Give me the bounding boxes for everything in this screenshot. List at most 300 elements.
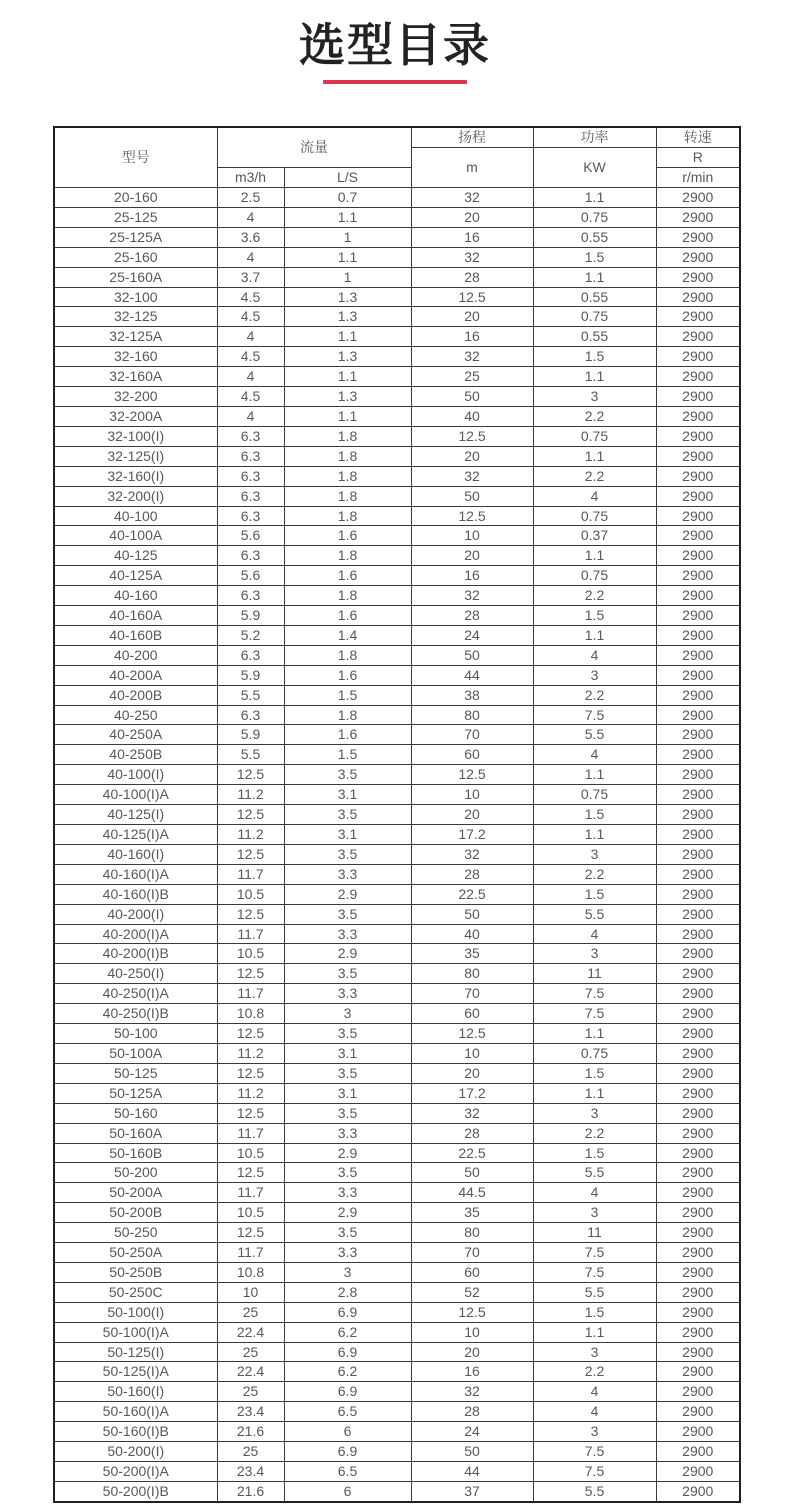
cell-flow-m3h: 5.9 bbox=[217, 725, 284, 745]
cell-model: 50-200A bbox=[54, 1183, 217, 1203]
cell-model: 32-125 bbox=[54, 307, 217, 327]
cell-power-kw: 1.1 bbox=[533, 1024, 656, 1044]
cell-speed-rpm: 2900 bbox=[656, 805, 740, 825]
cell-head-m: 38 bbox=[411, 685, 533, 705]
header-row-1 bbox=[54, 127, 740, 148]
cell-flow-ls: 6.5 bbox=[284, 1462, 411, 1482]
cell-model: 40-160(I)B bbox=[54, 884, 217, 904]
cell-power-kw: 3 bbox=[533, 844, 656, 864]
cell-flow-ls: 3 bbox=[284, 1262, 411, 1282]
cell-head-m: 20 bbox=[411, 1063, 533, 1083]
cell-speed-rpm: 2900 bbox=[656, 227, 740, 247]
cell-model: 50-125(I)A bbox=[54, 1362, 217, 1382]
cell-power-kw: 4 bbox=[533, 645, 656, 665]
cell-flow-ls: 1.6 bbox=[284, 566, 411, 586]
table-row bbox=[54, 844, 740, 864]
header-head: 扬程 bbox=[411, 127, 533, 148]
cell-power-kw: 2.2 bbox=[533, 406, 656, 426]
cell-power-kw: 1.1 bbox=[533, 546, 656, 566]
cell-flow-m3h: 10 bbox=[217, 1282, 284, 1302]
cell-head-m: 10 bbox=[411, 1322, 533, 1342]
cell-flow-m3h: 4.5 bbox=[217, 287, 284, 307]
cell-model: 50-250A bbox=[54, 1243, 217, 1263]
cell-head-m: 20 bbox=[411, 805, 533, 825]
cell-head-m: 16 bbox=[411, 227, 533, 247]
cell-model: 40-200B bbox=[54, 685, 217, 705]
cell-power-kw: 0.75 bbox=[533, 566, 656, 586]
cell-flow-ls: 1.8 bbox=[284, 705, 411, 725]
cell-flow-ls: 1.3 bbox=[284, 387, 411, 407]
table-row bbox=[54, 446, 740, 466]
cell-head-m: 24 bbox=[411, 625, 533, 645]
cell-flow-m3h: 23.4 bbox=[217, 1462, 284, 1482]
cell-power-kw: 4 bbox=[533, 924, 656, 944]
table-row bbox=[54, 884, 740, 904]
cell-speed-rpm: 2900 bbox=[656, 665, 740, 685]
table-row bbox=[54, 1382, 740, 1402]
cell-speed-rpm: 2900 bbox=[656, 1123, 740, 1143]
cell-model: 40-100(I) bbox=[54, 765, 217, 785]
cell-head-m: 40 bbox=[411, 924, 533, 944]
cell-head-m: 20 bbox=[411, 207, 533, 227]
cell-flow-ls: 2.9 bbox=[284, 884, 411, 904]
cell-flow-m3h: 12.5 bbox=[217, 805, 284, 825]
cell-speed-rpm: 2900 bbox=[656, 1302, 740, 1322]
cell-flow-ls: 3 bbox=[284, 1004, 411, 1024]
cell-power-kw: 1.5 bbox=[533, 884, 656, 904]
cell-power-kw: 7.5 bbox=[533, 1262, 656, 1282]
cell-flow-ls: 1.8 bbox=[284, 506, 411, 526]
cell-head-m: 50 bbox=[411, 1442, 533, 1462]
cell-power-kw: 0.75 bbox=[533, 207, 656, 227]
cell-flow-ls: 3.5 bbox=[284, 844, 411, 864]
cell-flow-ls: 1.4 bbox=[284, 625, 411, 645]
cell-speed-rpm: 2900 bbox=[656, 825, 740, 845]
cell-model: 40-200 bbox=[54, 645, 217, 665]
cell-power-kw: 1.1 bbox=[533, 1083, 656, 1103]
cell-flow-m3h: 6.3 bbox=[217, 426, 284, 446]
table-row bbox=[54, 406, 740, 426]
table-row bbox=[54, 1342, 740, 1362]
table-row bbox=[54, 725, 740, 745]
cell-model: 50-200(I)B bbox=[54, 1481, 217, 1501]
cell-head-m: 20 bbox=[411, 1342, 533, 1362]
table-row bbox=[54, 1203, 740, 1223]
header-flow-unit-ls: L/S bbox=[284, 168, 411, 188]
cell-speed-rpm: 2900 bbox=[656, 1481, 740, 1501]
cell-model: 40-250 bbox=[54, 705, 217, 725]
table-row bbox=[54, 287, 740, 307]
cell-speed-rpm: 2900 bbox=[656, 645, 740, 665]
cell-head-m: 50 bbox=[411, 645, 533, 665]
cell-head-m: 12.5 bbox=[411, 426, 533, 446]
table-row bbox=[54, 864, 740, 884]
cell-speed-rpm: 2900 bbox=[656, 586, 740, 606]
cell-model: 40-250B bbox=[54, 745, 217, 765]
cell-model: 50-200B bbox=[54, 1203, 217, 1223]
table-row bbox=[54, 665, 740, 685]
cell-model: 25-160 bbox=[54, 247, 217, 267]
cell-head-m: 40 bbox=[411, 406, 533, 426]
cell-flow-m3h: 4 bbox=[217, 327, 284, 347]
cell-model: 32-200 bbox=[54, 387, 217, 407]
cell-speed-rpm: 2900 bbox=[656, 1462, 740, 1482]
cell-power-kw: 3 bbox=[533, 1203, 656, 1223]
cell-head-m: 32 bbox=[411, 188, 533, 208]
table-row bbox=[54, 1223, 740, 1243]
cell-power-kw: 1.1 bbox=[533, 765, 656, 785]
cell-head-m: 20 bbox=[411, 446, 533, 466]
cell-flow-ls: 3.5 bbox=[284, 1223, 411, 1243]
cell-flow-ls: 6.2 bbox=[284, 1362, 411, 1382]
cell-flow-ls: 3.5 bbox=[284, 1063, 411, 1083]
cell-power-kw: 2.2 bbox=[533, 586, 656, 606]
cell-flow-ls: 6.5 bbox=[284, 1402, 411, 1422]
cell-power-kw: 1.1 bbox=[533, 825, 656, 845]
cell-flow-m3h: 6.3 bbox=[217, 466, 284, 486]
cell-flow-m3h: 6.3 bbox=[217, 546, 284, 566]
table-row bbox=[54, 207, 740, 227]
cell-speed-rpm: 2900 bbox=[656, 1402, 740, 1422]
table-row bbox=[54, 1302, 740, 1322]
cell-head-m: 44.5 bbox=[411, 1183, 533, 1203]
table-row bbox=[54, 805, 740, 825]
cell-head-m: 10 bbox=[411, 526, 533, 546]
cell-speed-rpm: 2900 bbox=[656, 347, 740, 367]
cell-head-m: 12.5 bbox=[411, 765, 533, 785]
cell-speed-rpm: 2900 bbox=[656, 625, 740, 645]
cell-model: 40-250(I)B bbox=[54, 1004, 217, 1024]
cell-flow-m3h: 4.5 bbox=[217, 387, 284, 407]
table-row bbox=[54, 486, 740, 506]
cell-power-kw: 3 bbox=[533, 1422, 656, 1442]
cell-head-m: 32 bbox=[411, 1382, 533, 1402]
cell-model: 50-160(I)B bbox=[54, 1422, 217, 1442]
table-row bbox=[54, 924, 740, 944]
cell-flow-ls: 3.5 bbox=[284, 904, 411, 924]
cell-speed-rpm: 2900 bbox=[656, 1342, 740, 1362]
table-row bbox=[54, 765, 740, 785]
cell-head-m: 20 bbox=[411, 307, 533, 327]
cell-head-m: 16 bbox=[411, 327, 533, 347]
cell-flow-m3h: 5.5 bbox=[217, 745, 284, 765]
cell-power-kw: 7.5 bbox=[533, 1462, 656, 1482]
cell-speed-rpm: 2900 bbox=[656, 864, 740, 884]
cell-power-kw: 1.1 bbox=[533, 1322, 656, 1342]
cell-flow-ls: 1.1 bbox=[284, 247, 411, 267]
cell-flow-ls: 1.3 bbox=[284, 347, 411, 367]
table-row bbox=[54, 625, 740, 645]
cell-flow-m3h: 4 bbox=[217, 406, 284, 426]
cell-model: 50-250C bbox=[54, 1282, 217, 1302]
cell-power-kw: 2.2 bbox=[533, 466, 656, 486]
cell-flow-ls: 1.8 bbox=[284, 586, 411, 606]
cell-model: 32-200A bbox=[54, 406, 217, 426]
cell-flow-m3h: 10.8 bbox=[217, 1004, 284, 1024]
cell-flow-m3h: 5.6 bbox=[217, 526, 284, 546]
cell-model: 50-160(I) bbox=[54, 1382, 217, 1402]
cell-head-m: 16 bbox=[411, 566, 533, 586]
cell-head-m: 52 bbox=[411, 1282, 533, 1302]
cell-flow-m3h: 21.6 bbox=[217, 1422, 284, 1442]
table-row bbox=[54, 506, 740, 526]
cell-flow-ls: 1.1 bbox=[284, 207, 411, 227]
cell-flow-m3h: 12.5 bbox=[217, 904, 284, 924]
cell-flow-ls: 3.5 bbox=[284, 765, 411, 785]
cell-flow-ls: 1.3 bbox=[284, 307, 411, 327]
cell-speed-rpm: 2900 bbox=[656, 1243, 740, 1263]
cell-flow-ls: 1.6 bbox=[284, 665, 411, 685]
cell-power-kw: 2.2 bbox=[533, 1362, 656, 1382]
cell-head-m: 60 bbox=[411, 745, 533, 765]
cell-head-m: 50 bbox=[411, 1163, 533, 1183]
table-row bbox=[54, 227, 740, 247]
cell-power-kw: 0.75 bbox=[533, 785, 656, 805]
cell-speed-rpm: 2900 bbox=[656, 1382, 740, 1402]
table-row bbox=[54, 705, 740, 725]
cell-power-kw: 1.5 bbox=[533, 1143, 656, 1163]
cell-flow-ls: 0.7 bbox=[284, 188, 411, 208]
cell-head-m: 10 bbox=[411, 1043, 533, 1063]
table-row bbox=[54, 247, 740, 267]
cell-head-m: 28 bbox=[411, 606, 533, 626]
cell-model: 40-100 bbox=[54, 506, 217, 526]
cell-flow-m3h: 11.7 bbox=[217, 984, 284, 1004]
cell-flow-m3h: 12.5 bbox=[217, 1103, 284, 1123]
cell-flow-m3h: 3.7 bbox=[217, 267, 284, 287]
table-row bbox=[54, 526, 740, 546]
cell-model: 40-160(I) bbox=[54, 844, 217, 864]
cell-flow-ls: 1.8 bbox=[284, 486, 411, 506]
table-header bbox=[54, 127, 740, 188]
cell-power-kw: 0.75 bbox=[533, 307, 656, 327]
cell-head-m: 17.2 bbox=[411, 825, 533, 845]
cell-speed-rpm: 2900 bbox=[656, 367, 740, 387]
cell-model: 32-100(I) bbox=[54, 426, 217, 446]
cell-head-m: 60 bbox=[411, 1262, 533, 1282]
cell-flow-ls: 3.3 bbox=[284, 864, 411, 884]
cell-model: 32-200(I) bbox=[54, 486, 217, 506]
table-row bbox=[54, 188, 740, 208]
cell-flow-ls: 1.8 bbox=[284, 546, 411, 566]
cell-flow-ls: 1.6 bbox=[284, 606, 411, 626]
cell-flow-ls: 3.3 bbox=[284, 1123, 411, 1143]
cell-power-kw: 1.5 bbox=[533, 1063, 656, 1083]
cell-flow-m3h: 2.5 bbox=[217, 188, 284, 208]
cell-flow-m3h: 25 bbox=[217, 1382, 284, 1402]
cell-speed-rpm: 2900 bbox=[656, 765, 740, 785]
cell-flow-m3h: 5.9 bbox=[217, 665, 284, 685]
cell-model: 25-160A bbox=[54, 267, 217, 287]
cell-flow-ls: 3.1 bbox=[284, 825, 411, 845]
table-row bbox=[54, 1262, 740, 1282]
cell-power-kw: 0.75 bbox=[533, 1043, 656, 1063]
cell-model: 40-160 bbox=[54, 586, 217, 606]
cell-power-kw: 0.55 bbox=[533, 227, 656, 247]
cell-model: 40-250(I)A bbox=[54, 984, 217, 1004]
cell-flow-m3h: 10.5 bbox=[217, 1203, 284, 1223]
cell-model: 40-125 bbox=[54, 546, 217, 566]
cell-speed-rpm: 2900 bbox=[656, 526, 740, 546]
cell-speed-rpm: 2900 bbox=[656, 327, 740, 347]
cell-head-m: 50 bbox=[411, 486, 533, 506]
cell-power-kw: 0.55 bbox=[533, 287, 656, 307]
cell-model: 50-200(I)A bbox=[54, 1462, 217, 1482]
cell-head-m: 32 bbox=[411, 586, 533, 606]
cell-speed-rpm: 2900 bbox=[656, 944, 740, 964]
header-speed: 转速 bbox=[656, 127, 740, 148]
cell-model: 50-160(I)A bbox=[54, 1402, 217, 1422]
table-row bbox=[54, 307, 740, 327]
table-row bbox=[54, 426, 740, 446]
cell-speed-rpm: 2900 bbox=[656, 1203, 740, 1223]
cell-flow-m3h: 4 bbox=[217, 247, 284, 267]
cell-head-m: 32 bbox=[411, 347, 533, 367]
table-row bbox=[54, 1004, 740, 1024]
cell-power-kw: 1.1 bbox=[533, 188, 656, 208]
cell-power-kw: 7.5 bbox=[533, 1442, 656, 1462]
cell-power-kw: 5.5 bbox=[533, 904, 656, 924]
cell-flow-m3h: 4.5 bbox=[217, 307, 284, 327]
cell-flow-ls: 3.3 bbox=[284, 1243, 411, 1263]
cell-power-kw: 4 bbox=[533, 1382, 656, 1402]
cell-flow-m3h: 11.7 bbox=[217, 864, 284, 884]
table-row bbox=[54, 1123, 740, 1143]
header-power-unit: KW bbox=[533, 148, 656, 188]
header-speed-unit-r: R bbox=[656, 148, 740, 168]
table-row bbox=[54, 387, 740, 407]
cell-speed-rpm: 2900 bbox=[656, 984, 740, 1004]
cell-power-kw: 11 bbox=[533, 1223, 656, 1243]
cell-speed-rpm: 2900 bbox=[656, 566, 740, 586]
cell-power-kw: 11 bbox=[533, 964, 656, 984]
cell-flow-m3h: 22.4 bbox=[217, 1322, 284, 1342]
cell-speed-rpm: 2900 bbox=[656, 745, 740, 765]
cell-model: 50-100(I) bbox=[54, 1302, 217, 1322]
cell-flow-ls: 1.3 bbox=[284, 287, 411, 307]
cell-flow-m3h: 11.7 bbox=[217, 1123, 284, 1143]
cell-flow-m3h: 25 bbox=[217, 1442, 284, 1462]
cell-speed-rpm: 2900 bbox=[656, 1422, 740, 1442]
cell-model: 32-160 bbox=[54, 347, 217, 367]
cell-head-m: 12.5 bbox=[411, 506, 533, 526]
cell-power-kw: 1.5 bbox=[533, 347, 656, 367]
table-row bbox=[54, 1282, 740, 1302]
table-row bbox=[54, 1422, 740, 1442]
cell-speed-rpm: 2900 bbox=[656, 1103, 740, 1123]
cell-flow-m3h: 11.7 bbox=[217, 1243, 284, 1263]
cell-flow-ls: 3.5 bbox=[284, 1163, 411, 1183]
cell-power-kw: 4 bbox=[533, 486, 656, 506]
cell-flow-ls: 2.9 bbox=[284, 1143, 411, 1163]
cell-head-m: 32 bbox=[411, 1103, 533, 1123]
cell-head-m: 60 bbox=[411, 1004, 533, 1024]
cell-flow-m3h: 25 bbox=[217, 1302, 284, 1322]
title-underline-decoration bbox=[323, 80, 467, 84]
cell-model: 50-250B bbox=[54, 1262, 217, 1282]
table-row bbox=[54, 1163, 740, 1183]
cell-flow-m3h: 4 bbox=[217, 367, 284, 387]
table-row bbox=[54, 466, 740, 486]
cell-head-m: 12.5 bbox=[411, 1024, 533, 1044]
cell-speed-rpm: 2900 bbox=[656, 924, 740, 944]
cell-model: 40-200(I)B bbox=[54, 944, 217, 964]
table-row bbox=[54, 825, 740, 845]
cell-power-kw: 3 bbox=[533, 944, 656, 964]
cell-flow-ls: 3.5 bbox=[284, 964, 411, 984]
cell-flow-ls: 3.3 bbox=[284, 1183, 411, 1203]
cell-head-m: 50 bbox=[411, 904, 533, 924]
cell-flow-ls: 1.8 bbox=[284, 446, 411, 466]
cell-head-m: 10 bbox=[411, 785, 533, 805]
cell-flow-ls: 6 bbox=[284, 1422, 411, 1442]
table-row bbox=[54, 1402, 740, 1422]
cell-flow-ls: 6.9 bbox=[284, 1302, 411, 1322]
cell-model: 40-100(I)A bbox=[54, 785, 217, 805]
cell-flow-m3h: 6.3 bbox=[217, 645, 284, 665]
cell-power-kw: 5.5 bbox=[533, 1163, 656, 1183]
cell-head-m: 32 bbox=[411, 466, 533, 486]
cell-head-m: 24 bbox=[411, 1422, 533, 1442]
cell-speed-rpm: 2900 bbox=[656, 1362, 740, 1382]
cell-flow-m3h: 25 bbox=[217, 1342, 284, 1362]
cell-model: 40-125(I) bbox=[54, 805, 217, 825]
cell-flow-m3h: 12.5 bbox=[217, 1163, 284, 1183]
cell-flow-m3h: 12.5 bbox=[217, 1063, 284, 1083]
cell-flow-m3h: 10.5 bbox=[217, 1143, 284, 1163]
table-row bbox=[54, 1063, 740, 1083]
cell-flow-m3h: 6.3 bbox=[217, 486, 284, 506]
cell-head-m: 70 bbox=[411, 1243, 533, 1263]
cell-model: 40-200(I)A bbox=[54, 924, 217, 944]
table-row bbox=[54, 904, 740, 924]
cell-speed-rpm: 2900 bbox=[656, 387, 740, 407]
cell-model: 32-160A bbox=[54, 367, 217, 387]
cell-flow-m3h: 5.9 bbox=[217, 606, 284, 626]
cell-speed-rpm: 2900 bbox=[656, 1262, 740, 1282]
table-row bbox=[54, 267, 740, 287]
table-row bbox=[54, 1103, 740, 1123]
cell-flow-m3h: 11.2 bbox=[217, 1083, 284, 1103]
table-row bbox=[54, 785, 740, 805]
cell-speed-rpm: 2900 bbox=[656, 785, 740, 805]
cell-model: 50-250 bbox=[54, 1223, 217, 1243]
cell-power-kw: 2.2 bbox=[533, 685, 656, 705]
cell-model: 25-125A bbox=[54, 227, 217, 247]
cell-speed-rpm: 2900 bbox=[656, 1004, 740, 1024]
cell-flow-ls: 3.3 bbox=[284, 984, 411, 1004]
cell-speed-rpm: 2900 bbox=[656, 1282, 740, 1302]
header-flow: 流量 bbox=[217, 127, 411, 168]
cell-model: 50-125 bbox=[54, 1063, 217, 1083]
cell-power-kw: 0.75 bbox=[533, 506, 656, 526]
cell-speed-rpm: 2900 bbox=[656, 964, 740, 984]
cell-power-kw: 3 bbox=[533, 1103, 656, 1123]
cell-head-m: 44 bbox=[411, 1462, 533, 1482]
cell-flow-m3h: 12.5 bbox=[217, 1024, 284, 1044]
cell-head-m: 17.2 bbox=[411, 1083, 533, 1103]
cell-flow-m3h: 5.2 bbox=[217, 625, 284, 645]
table-row bbox=[54, 685, 740, 705]
cell-flow-ls: 3.1 bbox=[284, 1043, 411, 1063]
cell-power-kw: 1.1 bbox=[533, 267, 656, 287]
cell-speed-rpm: 2900 bbox=[656, 307, 740, 327]
cell-flow-ls: 3.1 bbox=[284, 1083, 411, 1103]
table-row bbox=[54, 566, 740, 586]
cell-head-m: 32 bbox=[411, 844, 533, 864]
cell-flow-m3h: 4 bbox=[217, 207, 284, 227]
table-body bbox=[54, 188, 740, 1502]
